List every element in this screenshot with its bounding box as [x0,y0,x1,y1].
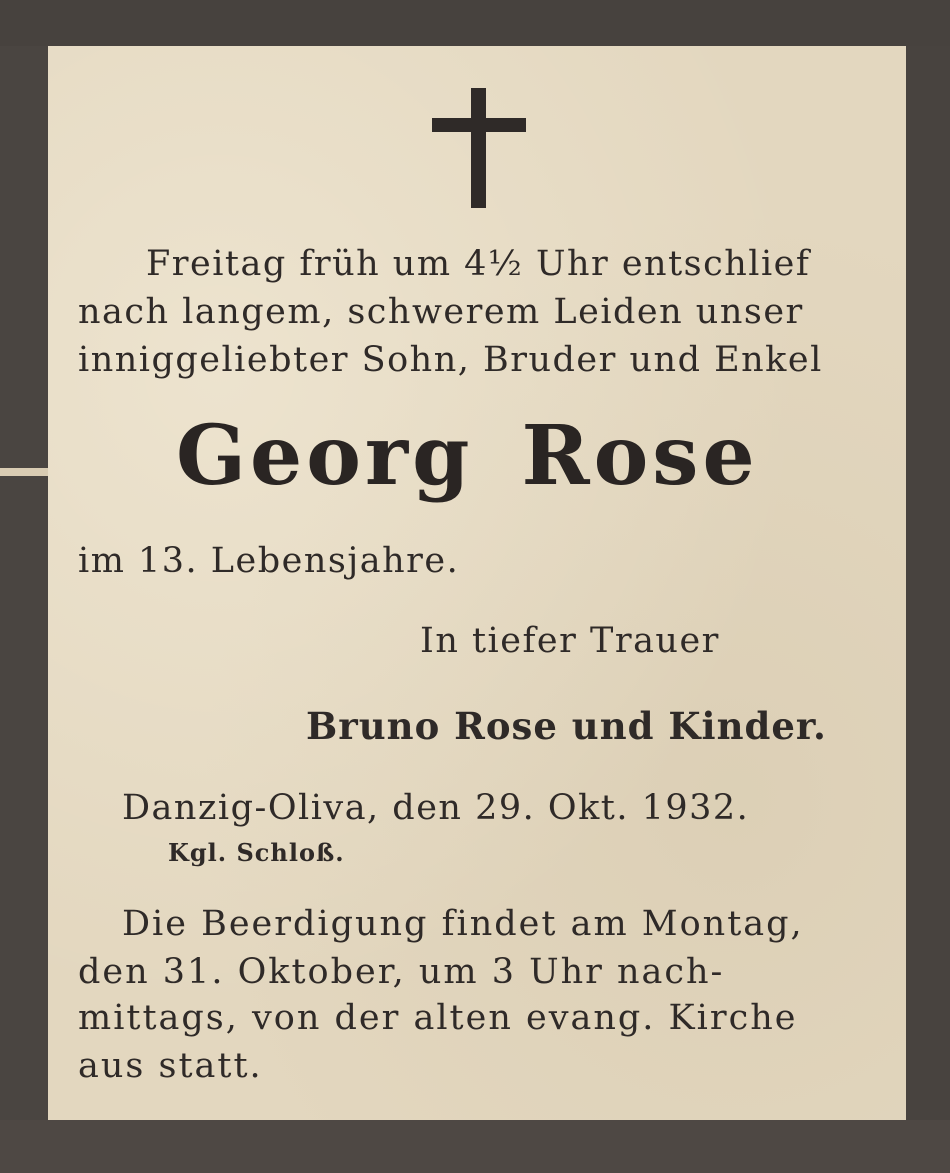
funeral-line-1: Die Beerdigung findet am Montag, [122,904,804,944]
dark-border-left [0,46,48,1120]
obituary-notice [48,46,906,1120]
deceased-name [176,408,759,504]
dark-border-top [0,0,950,46]
mourning-line: In tiefer Trauer [420,621,720,661]
age-line: im 13. Lebensjahre. [78,541,460,581]
place-date-line: Danzig-Oliva, den 29. Okt. 1932. [122,788,750,828]
funeral-line-2: den 31. Oktober, um 3 Uhr nach- [78,952,725,992]
intro-line-2: nach langem, schwerem Leiden unser [78,292,804,332]
address-line: Kgl. Schloß. [168,838,345,867]
deceased-first-name: Georg [176,408,474,504]
dark-border-bottom [0,1120,950,1173]
deceased-last-name: Rose [521,408,759,504]
intro-line-1: Freitag früh um 4½ Uhr entschlief [146,244,811,284]
border-seam [0,468,48,476]
funeral-line-4: aus statt. [78,1046,263,1086]
latin-cross-icon [432,88,526,208]
intro-line-3: inniggeliebter Sohn, Bruder und Enkel [78,340,823,380]
funeral-line-3: mittags, von der alten evang. Kirche [78,998,798,1038]
dark-border-right [906,46,950,1120]
family-signature: Bruno Rose und Kinder. [306,704,827,748]
